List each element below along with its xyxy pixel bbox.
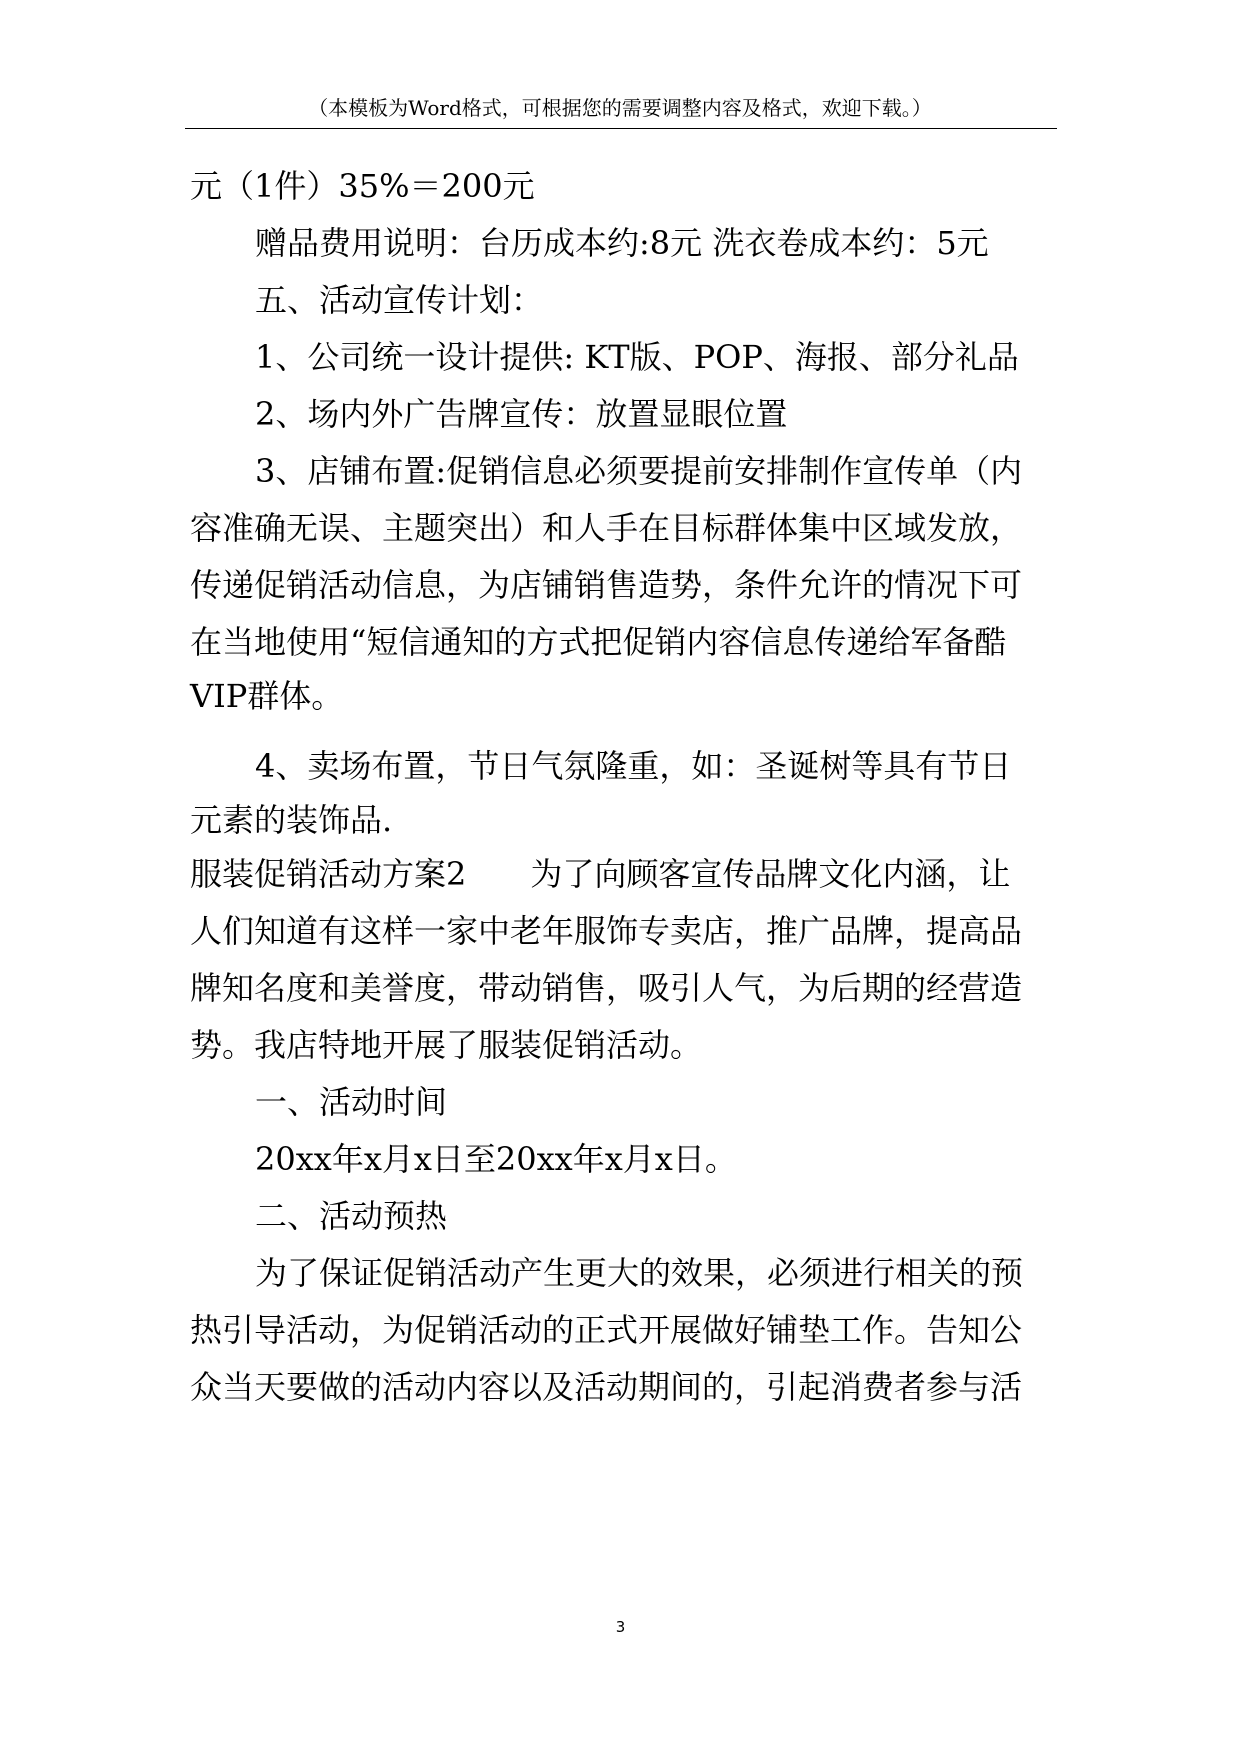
template-header-note: （本模板为Word格式，可根据您的需要调整内容及格式，欢迎下载。）: [308, 96, 932, 120]
body-line: 势。我店特地开展了服装促销活动。: [190, 1026, 703, 1064]
body-line: 元（1件）35%＝200元: [190, 167, 535, 205]
body-line: 赠品费用说明：台历成本约:8元 洗衣卷成本约：5元: [255, 224, 989, 262]
body-line: 1、公司统一设计提供: KT版、POP、海报、部分礼品: [255, 338, 1019, 376]
page-number: 3: [615, 1618, 626, 1636]
body-line: 热引导活动，为促销活动的正式开展做好铺垫工作。告知公: [190, 1311, 1023, 1349]
body-line: 为了保证促销活动产生更大的效果，必须进行相关的预: [255, 1254, 1024, 1292]
body-line: VIP群体。: [190, 677, 344, 715]
body-line: 3、店铺布置:促销信息必须要提前安排制作宣传单（内: [255, 452, 1023, 490]
body-line: 容准确无误、主题突出）和人手在目标群体集中区域发放，: [190, 509, 1023, 547]
body-line: 元素的装饰品.: [190, 801, 393, 839]
body-line: 在当地使用“短信通知的方式把促销内容信息传递给军备酷: [190, 623, 1007, 661]
body-line: 人们知道有这样一家中老年服饰专卖店，推广品牌，提高品: [190, 912, 1023, 950]
body-line: 2、场内外广告牌宣传：放置显眼位置: [255, 395, 788, 433]
header-divider: [185, 128, 1057, 129]
section-heading: 五、活动宣传计划：: [255, 281, 544, 319]
section-heading: 二、活动预热: [255, 1197, 448, 1235]
section-heading: 一、活动时间: [255, 1083, 448, 1121]
document-title-line: 服装促销活动方案2 为了向顾客宣传品牌文化内涵，让: [190, 855, 1011, 893]
body-line: 4、卖场布置，节日气氛隆重，如：圣诞树等具有节日: [255, 747, 1012, 785]
body-line: 传递促销活动信息，为店铺销售造势，条件允许的情况下可: [190, 566, 1023, 604]
body-line: 众当天要做的活动内容以及活动期间的，引起消费者参与活: [190, 1368, 1023, 1406]
body-line: 20xx年x月x日至20xx年x月x日。: [255, 1140, 737, 1178]
body-line: 牌知名度和美誉度，带动销售，吸引人气，为后期的经营造: [190, 969, 1023, 1007]
document-body: [190, 158, 1060, 1416]
